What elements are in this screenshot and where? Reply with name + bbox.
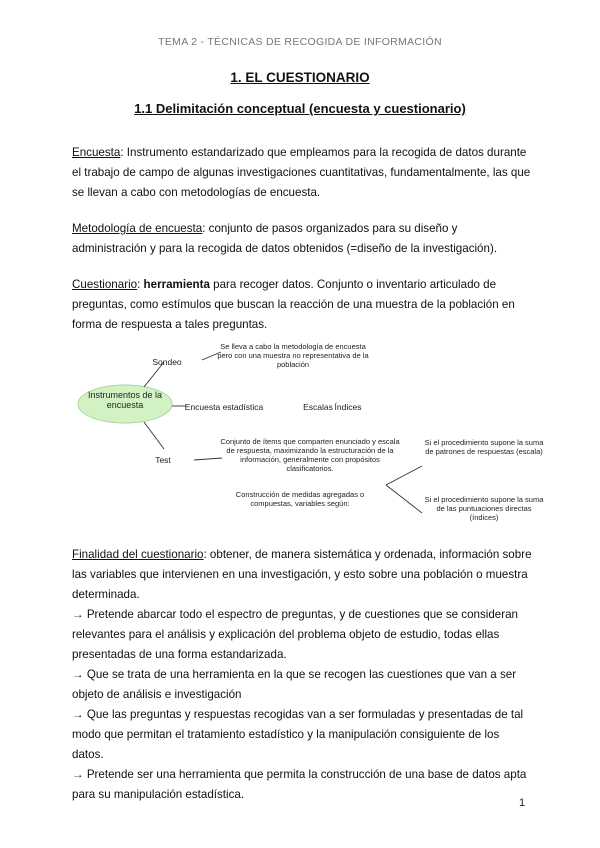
option-escala: Si el procedimiento supone la suma de patrones de respuestas (escala): [424, 438, 544, 456]
connector-test-note: [194, 458, 222, 460]
finalidad-intro: [72, 545, 532, 605]
section-subtitle: 1.1 Delimitación conceptual (encuesta y cuestionario): [134, 101, 466, 116]
concept-diagram: [64, 338, 554, 538]
definition-encuesta: : Instrumento estandarizado que empleamos para la recogida de datos durante el trabajo de campo de algunas investigaciones cuantitativas, fundamentalmente, las que se llevan a cabo con metodologías de encuesta.: [72, 146, 531, 199]
paragraph-cuestionario: [72, 275, 532, 335]
paragraph-metodologia: [72, 219, 532, 259]
finalidad-intro-text: : obtener, de manera sistemática y ordenada, información sobre las variables que intervienen en una investigación, y esto sobre una población o muestra determinada.: [72, 548, 532, 601]
definition-cuestionario-bold: herramienta: [143, 278, 210, 291]
running-header: TEMA 2 - TÉCNICAS DE RECOGIDA DE INFORMACIÓN: [158, 36, 442, 48]
connector-test: [144, 422, 164, 449]
definition-cuestionario: para recoger datos. Conjunto o inventario articulado de preguntas, como estímulos que buscan la reacción de una muestra de la población en forma de respuesta a tales preguntas.: [72, 278, 515, 331]
test-label: Test: [155, 455, 171, 465]
definition-metodologia: : conjunto de pasos organizados para su diseño y administración y para la recogida de datos obtenidos (=diseño de la investigación).: [72, 222, 498, 255]
center-label: Instrumentos de la encuesta: [87, 390, 163, 410]
connector-option-indices: [386, 485, 422, 513]
sondeo-label: Sondeo: [152, 357, 182, 367]
sondeo-note: Se lleva a cabo la metodología de encuesta pero con una muestra no representativa de la población: [217, 342, 369, 369]
term-metodologia: Metodología de encuesta: [72, 222, 203, 235]
term-finalidad: Finalidad del cuestionario: [72, 548, 204, 561]
finalidad-point: → Que se trata de una herramienta en la que se recogen las cuestiones que van a ser objeto de análisis e investigación: [72, 668, 517, 701]
escalas-label: Escalas: [303, 402, 333, 412]
term-encuesta: Encuesta: [72, 146, 121, 159]
test-note-items: Conjunto de ítems que comparten enunciado y escala de respuesta, maximizando la estructuración de la información, generalmente con propósitos clasificatorios.: [220, 437, 400, 473]
finalidad-point: → Pretende abarcar todo el espectro de preguntas, y de cuestiones que se consideran relevantes para el análisis y explicación del problema objeto de estudio, todas ellas presentadas de una forma estandarizada.: [72, 608, 518, 661]
finalidad-point: → Que las preguntas y respuestas recogidas van a ser formuladas y presentadas de tal modo que permitan el tratamiento estadístico y la manipulación consiguiente de los datos.: [72, 708, 524, 761]
page-title: 1. EL CUESTIONARIO: [230, 70, 370, 85]
option-indices: Si el procedimiento supone la suma de las puntuaciones directas (índices): [424, 495, 544, 522]
paragraph-encuesta: [72, 143, 532, 203]
page-number: 1: [519, 797, 526, 809]
indices-label: Índices: [334, 402, 362, 412]
finalidad-point: → Pretende ser una herramienta que permita la construcción de una base de datos apta para su manipulación estadística.: [72, 768, 527, 801]
test-note-medidas: Construcción de medidas agregadas o compuestas, variables según:: [235, 490, 365, 508]
term-cuestionario: Cuestionario: [72, 278, 138, 291]
encuesta-estadistica-label: Encuesta estadística: [184, 402, 264, 412]
definition-cuestionario-prefix: :: [137, 278, 144, 291]
paragraph-finalidad: [72, 545, 532, 805]
